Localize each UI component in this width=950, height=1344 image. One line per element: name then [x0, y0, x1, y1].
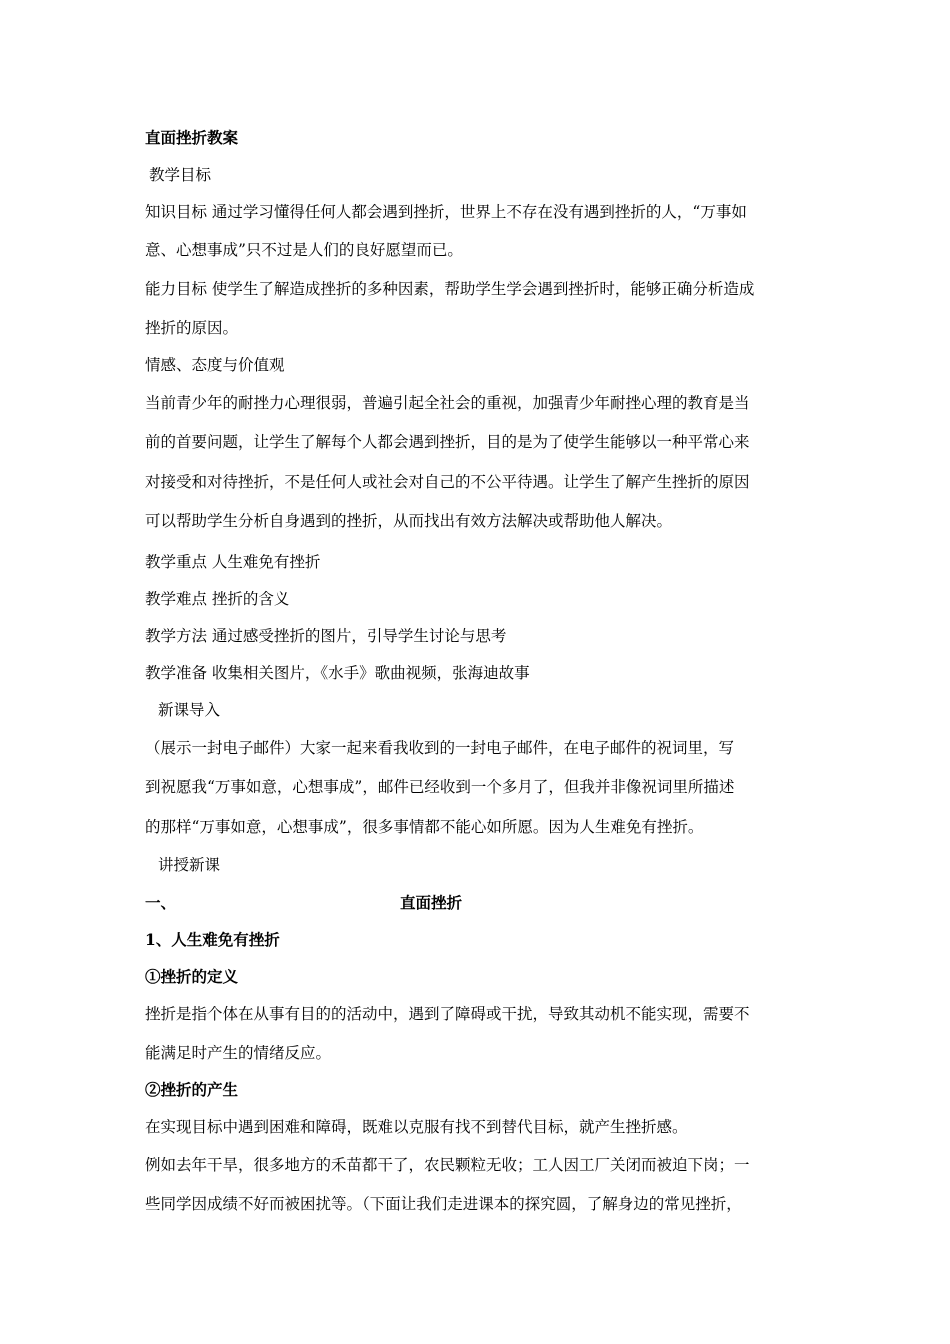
section-number: 一、 [145, 893, 177, 912]
paragraph-line: 知识目标 通过学习懂得任何人都会遇到挫折，世界上不存在没有遇到挫折的人，“万事如 [145, 203, 747, 221]
item-heading: ①挫折的定义 [145, 967, 239, 986]
heading-new-lesson-intro: 新课导入 [158, 701, 221, 719]
subsection-heading: 1、人生难免有挫折 [145, 930, 280, 949]
paragraph-line: 到祝愿我“万事如意，心想事成”，邮件已经收到一个多月了，但我并非像祝词里所描述 [145, 778, 735, 796]
key-point-line: 教学重点 人生难免有挫折 [145, 553, 321, 571]
paragraph-line: 前的首要问题，让学生了解每个人都会遇到挫折，目的是为了使学生能够以一种平常心来 [145, 433, 750, 451]
paragraph-line: 能满足时产生的情绪反应。 [145, 1044, 332, 1062]
paragraph-line: 可以帮助学生分析自身遇到的挫折，从而找出有效方法解决或帮助他人解决。 [145, 512, 673, 530]
heading-emotion-values: 情感、态度与价值观 [145, 356, 285, 374]
paragraph-line: 些同学因成绩不好而被困扰等。（下面让我们走进课本的探究圆，了解身边的常见挫折， [145, 1195, 742, 1213]
paragraph-line: 在实现目标中遇到困难和障碍，既难以克服有找不到替代目标，就产生挫折感。 [145, 1118, 688, 1136]
section-title: 直面挫折 [400, 893, 463, 912]
paragraph-line: 例如去年干旱，很多地方的禾苗都干了，农民颗粒无收；工人因工厂关闭而被迫下岗；一 [145, 1156, 750, 1174]
preparation-line: 教学准备 收集相关图片，《水手》歌曲视频，张海迪故事 [145, 664, 530, 682]
paragraph-line: 对接受和对待挫折，不是任何人或社会对自己的不公平待遇。让学生了解产生挫折的原因 [145, 473, 750, 491]
heading-teaching-goals: 教学目标 [149, 166, 212, 184]
paragraph-line: 意、心想事成”只不过是人们的良好愿望而已。 [145, 241, 463, 259]
paragraph-line: 挫折是指个体在从事有目的的活动中，遇到了障碍或干扰，导致其动机不能实现，需要不 [145, 1005, 750, 1023]
paragraph-line: （展示一封电子邮件）大家一起来看我收到的一封电子邮件，在电子邮件的祝词里，写 [145, 739, 735, 757]
document-title: 直面挫折教案 [145, 128, 239, 147]
paragraph-line: 当前青少年的耐挫力心理很弱，普遍引起全社会的重视，加强青少年耐挫心理的教育是当 [145, 394, 750, 412]
paragraph-line: 的那样“万事如意，心想事成”，很多事情都不能心如所愿。因为人生难免有挫折。 [145, 818, 704, 836]
heading-lecture: 讲授新课 [158, 856, 221, 874]
method-line: 教学方法 通过感受挫折的图片，引导学生讨论与思考 [145, 627, 507, 645]
difficulty-line: 教学难点 挫折的含义 [145, 590, 290, 608]
paragraph-line: 挫折的原因。 [145, 319, 239, 337]
paragraph-line: 能力目标 使学生了解造成挫折的多种因素，帮助学生学会遇到挫折时，能够正确分析造成 [145, 280, 755, 298]
item-heading: ②挫折的产生 [145, 1080, 239, 1099]
